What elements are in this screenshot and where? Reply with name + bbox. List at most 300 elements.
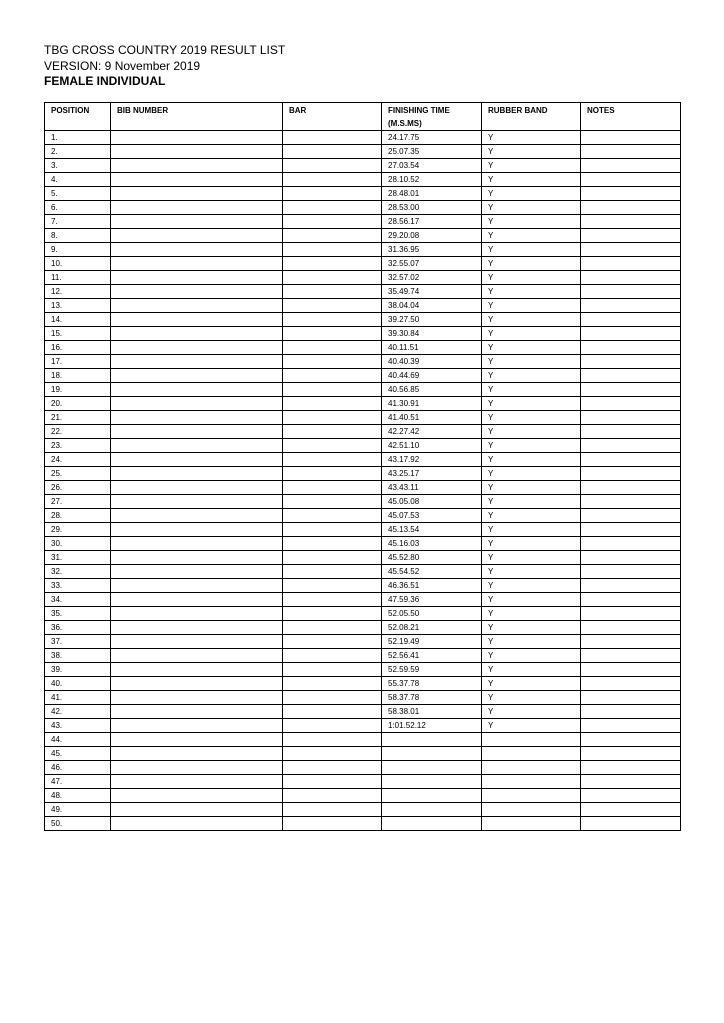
- finishing-time-cell: 45.13.54: [382, 523, 482, 537]
- finishing-time-cell: 27.03.54: [382, 159, 482, 173]
- bib-number-cell: [111, 383, 283, 397]
- position-cell: 35.: [45, 607, 111, 621]
- notes-cell: [581, 173, 681, 187]
- rubber-band-cell: Y: [482, 663, 581, 677]
- rubber-band-cell: Y: [482, 369, 581, 383]
- table-row: [45, 187, 681, 201]
- bar-cell: [283, 747, 382, 761]
- finishing-time-cell: 45.05.08: [382, 495, 482, 509]
- column-header-finishing-time: FINISHING TIME (M.S.MS): [382, 103, 482, 131]
- notes-cell: [581, 649, 681, 663]
- position-cell: 21.: [45, 411, 111, 425]
- notes-cell: [581, 299, 681, 313]
- bib-number-cell: [111, 439, 283, 453]
- notes-cell: [581, 803, 681, 817]
- column-header-rubber-band: RUBBER BAND: [482, 103, 581, 131]
- category-heading: FEMALE INDIVIDUAL: [44, 74, 166, 88]
- notes-cell: [581, 145, 681, 159]
- notes-cell: [581, 341, 681, 355]
- bar-cell: [283, 635, 382, 649]
- rubber-band-cell: [482, 733, 581, 747]
- bib-number-cell: [111, 775, 283, 789]
- bib-number-cell: [111, 495, 283, 509]
- position-cell: 49.: [45, 803, 111, 817]
- notes-cell: [581, 495, 681, 509]
- bar-cell: [283, 663, 382, 677]
- finishing-time-cell: 58.38.01: [382, 705, 482, 719]
- finishing-time-cell: 32.55.07: [382, 257, 482, 271]
- notes-cell: [581, 481, 681, 495]
- table-row: [45, 817, 681, 831]
- bib-number-cell: [111, 467, 283, 481]
- table-row: [45, 663, 681, 677]
- position-cell: 14.: [45, 313, 111, 327]
- table-row: [45, 243, 681, 257]
- position-cell: 34.: [45, 593, 111, 607]
- table-row: [45, 495, 681, 509]
- notes-cell: [581, 131, 681, 145]
- position-cell: 28.: [45, 509, 111, 523]
- rubber-band-cell: Y: [482, 621, 581, 635]
- bib-number-cell: [111, 789, 283, 803]
- position-cell: 42.: [45, 705, 111, 719]
- column-header-notes: NOTES: [581, 103, 681, 131]
- rubber-band-cell: Y: [482, 187, 581, 201]
- bar-cell: [283, 257, 382, 271]
- notes-cell: [581, 621, 681, 635]
- finishing-time-cell: 28.56.17: [382, 215, 482, 229]
- bib-number-cell: [111, 271, 283, 285]
- bib-number-cell: [111, 229, 283, 243]
- finishing-time-cell: 1:01.52.12: [382, 719, 482, 733]
- table-row: [45, 131, 681, 145]
- table-row: [45, 145, 681, 159]
- table-row: [45, 789, 681, 803]
- notes-cell: [581, 593, 681, 607]
- position-cell: 46.: [45, 761, 111, 775]
- position-cell: 45.: [45, 747, 111, 761]
- rubber-band-cell: Y: [482, 691, 581, 705]
- position-cell: 30.: [45, 537, 111, 551]
- bib-number-cell: [111, 551, 283, 565]
- notes-cell: [581, 369, 681, 383]
- finishing-time-cell: 41.30.91: [382, 397, 482, 411]
- notes-cell: [581, 677, 681, 691]
- table-row: [45, 509, 681, 523]
- bar-cell: [283, 523, 382, 537]
- finishing-time-cell: 25.07.35: [382, 145, 482, 159]
- position-cell: 4.: [45, 173, 111, 187]
- bib-number-cell: [111, 607, 283, 621]
- position-cell: 1.: [45, 131, 111, 145]
- finishing-time-cell: 52.05.50: [382, 607, 482, 621]
- finishing-time-cell: 38.04.04: [382, 299, 482, 313]
- table-row: [45, 383, 681, 397]
- position-cell: 9.: [45, 243, 111, 257]
- finishing-time-cell: [382, 761, 482, 775]
- bar-cell: [283, 369, 382, 383]
- table-row: [45, 677, 681, 691]
- position-cell: 10.: [45, 257, 111, 271]
- position-cell: 29.: [45, 523, 111, 537]
- position-cell: 40.: [45, 677, 111, 691]
- table-row: [45, 369, 681, 383]
- bar-cell: [283, 411, 382, 425]
- rubber-band-cell: Y: [482, 201, 581, 215]
- rubber-band-cell: Y: [482, 411, 581, 425]
- rubber-band-cell: Y: [482, 677, 581, 691]
- notes-cell: [581, 355, 681, 369]
- bar-cell: [283, 341, 382, 355]
- bar-cell: [283, 383, 382, 397]
- finishing-time-cell: 46.36.51: [382, 579, 482, 593]
- table-row: [45, 271, 681, 285]
- bib-number-cell: [111, 537, 283, 551]
- position-cell: 41.: [45, 691, 111, 705]
- position-cell: 36.: [45, 621, 111, 635]
- rubber-band-cell: Y: [482, 453, 581, 467]
- bar-cell: [283, 579, 382, 593]
- notes-cell: [581, 159, 681, 173]
- finishing-time-cell: 42.27.42: [382, 425, 482, 439]
- bar-cell: [283, 719, 382, 733]
- rubber-band-cell: Y: [482, 495, 581, 509]
- rubber-band-cell: Y: [482, 481, 581, 495]
- finishing-time-cell: 52.56.41: [382, 649, 482, 663]
- position-cell: 2.: [45, 145, 111, 159]
- notes-cell: [581, 243, 681, 257]
- bar-cell: [283, 649, 382, 663]
- notes-cell: [581, 691, 681, 705]
- table-row: [45, 607, 681, 621]
- rubber-band-cell: Y: [482, 215, 581, 229]
- position-cell: 17.: [45, 355, 111, 369]
- table-row: [45, 565, 681, 579]
- bar-cell: [283, 495, 382, 509]
- rubber-band-cell: Y: [482, 579, 581, 593]
- notes-cell: [581, 663, 681, 677]
- position-cell: 26.: [45, 481, 111, 495]
- rubber-band-cell: [482, 803, 581, 817]
- finishing-time-cell: 24.17.75: [382, 131, 482, 145]
- bib-number-cell: [111, 635, 283, 649]
- bib-number-cell: [111, 341, 283, 355]
- finishing-time-cell: 43.17.92: [382, 453, 482, 467]
- notes-cell: [581, 397, 681, 411]
- position-cell: 11.: [45, 271, 111, 285]
- bar-cell: [283, 565, 382, 579]
- bib-number-cell: [111, 817, 283, 831]
- table-row: [45, 481, 681, 495]
- bar-cell: [283, 593, 382, 607]
- table-row: [45, 425, 681, 439]
- position-cell: 3.: [45, 159, 111, 173]
- bar-cell: [283, 551, 382, 565]
- bib-number-cell: [111, 677, 283, 691]
- document-title: TBG CROSS COUNTRY 2019 RESULT LIST: [44, 43, 286, 57]
- rubber-band-cell: Y: [482, 705, 581, 719]
- bib-number-cell: [111, 719, 283, 733]
- finishing-time-cell: 39.30.84: [382, 327, 482, 341]
- bib-number-cell: [111, 747, 283, 761]
- position-cell: 5.: [45, 187, 111, 201]
- bar-cell: [283, 159, 382, 173]
- rubber-band-cell: Y: [482, 537, 581, 551]
- bib-number-cell: [111, 159, 283, 173]
- finishing-time-cell: [382, 747, 482, 761]
- column-header-position: POSITION: [45, 103, 111, 131]
- bib-number-cell: [111, 621, 283, 635]
- table-row: [45, 733, 681, 747]
- position-cell: 39.: [45, 663, 111, 677]
- notes-cell: [581, 551, 681, 565]
- table-row: [45, 761, 681, 775]
- notes-cell: [581, 761, 681, 775]
- table-row: [45, 159, 681, 173]
- position-cell: 18.: [45, 369, 111, 383]
- table-row: [45, 341, 681, 355]
- bar-cell: [283, 817, 382, 831]
- notes-cell: [581, 579, 681, 593]
- position-cell: 7.: [45, 215, 111, 229]
- position-cell: 44.: [45, 733, 111, 747]
- notes-cell: [581, 313, 681, 327]
- bar-cell: [283, 775, 382, 789]
- bar-cell: [283, 229, 382, 243]
- bar-cell: [283, 691, 382, 705]
- finishing-time-cell: 47.59.36: [382, 593, 482, 607]
- finishing-time-cell: 28.53.00: [382, 201, 482, 215]
- notes-cell: [581, 733, 681, 747]
- bib-number-cell: [111, 411, 283, 425]
- table-row: [45, 173, 681, 187]
- bar-cell: [283, 481, 382, 495]
- bar-cell: [283, 173, 382, 187]
- notes-cell: [581, 453, 681, 467]
- bar-cell: [283, 187, 382, 201]
- finishing-time-cell: 45.54.52: [382, 565, 482, 579]
- bar-cell: [283, 131, 382, 145]
- table-row: [45, 215, 681, 229]
- bib-number-cell: [111, 397, 283, 411]
- bar-cell: [283, 509, 382, 523]
- rubber-band-cell: [482, 775, 581, 789]
- rubber-band-cell: Y: [482, 635, 581, 649]
- notes-cell: [581, 411, 681, 425]
- rubber-band-cell: Y: [482, 719, 581, 733]
- rubber-band-cell: Y: [482, 439, 581, 453]
- finishing-time-cell: 40.44.69: [382, 369, 482, 383]
- bar-cell: [283, 145, 382, 159]
- notes-cell: [581, 817, 681, 831]
- position-cell: 50.: [45, 817, 111, 831]
- notes-cell: [581, 271, 681, 285]
- notes-cell: [581, 467, 681, 481]
- rubber-band-cell: [482, 789, 581, 803]
- position-cell: 38.: [45, 649, 111, 663]
- table-row: [45, 775, 681, 789]
- rubber-band-cell: Y: [482, 313, 581, 327]
- bib-number-cell: [111, 173, 283, 187]
- bib-number-cell: [111, 327, 283, 341]
- bib-number-cell: [111, 803, 283, 817]
- bar-cell: [283, 803, 382, 817]
- notes-cell: [581, 425, 681, 439]
- notes-cell: [581, 327, 681, 341]
- finishing-time-cell: 40.11.51: [382, 341, 482, 355]
- bar-cell: [283, 621, 382, 635]
- position-cell: 47.: [45, 775, 111, 789]
- finishing-time-cell: 58.37.78: [382, 691, 482, 705]
- bar-cell: [283, 201, 382, 215]
- results-table: [44, 102, 681, 831]
- bib-number-cell: [111, 313, 283, 327]
- bib-number-cell: [111, 425, 283, 439]
- table-row: [45, 621, 681, 635]
- bib-number-cell: [111, 243, 283, 257]
- rubber-band-cell: Y: [482, 173, 581, 187]
- finishing-time-cell: 31.36.95: [382, 243, 482, 257]
- notes-cell: [581, 537, 681, 551]
- rubber-band-cell: Y: [482, 551, 581, 565]
- bib-number-cell: [111, 215, 283, 229]
- table-row: [45, 285, 681, 299]
- bib-number-cell: [111, 733, 283, 747]
- bib-number-cell: [111, 453, 283, 467]
- bar-cell: [283, 537, 382, 551]
- table-row: [45, 593, 681, 607]
- notes-cell: [581, 201, 681, 215]
- position-cell: 20.: [45, 397, 111, 411]
- finishing-time-cell: 28.10.52: [382, 173, 482, 187]
- notes-cell: [581, 607, 681, 621]
- column-header-bib-number: BIB NUMBER: [111, 103, 283, 131]
- notes-cell: [581, 439, 681, 453]
- table-row: [45, 579, 681, 593]
- bib-number-cell: [111, 285, 283, 299]
- rubber-band-cell: Y: [482, 145, 581, 159]
- rubber-band-cell: Y: [482, 271, 581, 285]
- finishing-time-cell: 40.56.85: [382, 383, 482, 397]
- bib-number-cell: [111, 355, 283, 369]
- bar-cell: [283, 761, 382, 775]
- finishing-time-cell: [382, 733, 482, 747]
- notes-cell: [581, 383, 681, 397]
- rubber-band-cell: Y: [482, 355, 581, 369]
- bar-cell: [283, 705, 382, 719]
- table-row: [45, 439, 681, 453]
- rubber-band-cell: Y: [482, 425, 581, 439]
- bar-cell: [283, 313, 382, 327]
- notes-cell: [581, 719, 681, 733]
- table-row: [45, 411, 681, 425]
- column-header-bar: BAR: [283, 103, 382, 131]
- document-version: VERSION: 9 November 2019: [44, 58, 201, 73]
- bib-number-cell: [111, 761, 283, 775]
- position-cell: 19.: [45, 383, 111, 397]
- finishing-time-cell: 45.16.03: [382, 537, 482, 551]
- bar-cell: [283, 243, 382, 257]
- bar-cell: [283, 439, 382, 453]
- rubber-band-cell: Y: [482, 243, 581, 257]
- bib-number-cell: [111, 663, 283, 677]
- table-row: [45, 649, 681, 663]
- rubber-band-cell: Y: [482, 299, 581, 313]
- finishing-time-cell: 32.57.02: [382, 271, 482, 285]
- notes-cell: [581, 229, 681, 243]
- rubber-band-cell: Y: [482, 159, 581, 173]
- rubber-band-cell: Y: [482, 327, 581, 341]
- bib-number-cell: [111, 257, 283, 271]
- notes-cell: [581, 509, 681, 523]
- finishing-time-cell: [382, 803, 482, 817]
- bib-number-cell: [111, 201, 283, 215]
- rubber-band-cell: Y: [482, 593, 581, 607]
- bib-number-cell: [111, 187, 283, 201]
- finishing-time-cell: 43.25.17: [382, 467, 482, 481]
- finishing-time-cell: 35.49.74: [382, 285, 482, 299]
- rubber-band-cell: Y: [482, 341, 581, 355]
- position-cell: 12.: [45, 285, 111, 299]
- finishing-time-cell: 28.48.01: [382, 187, 482, 201]
- bar-cell: [283, 397, 382, 411]
- bib-number-cell: [111, 145, 283, 159]
- table-row: [45, 467, 681, 481]
- table-row: [45, 719, 681, 733]
- notes-cell: [581, 789, 681, 803]
- finishing-time-cell: 52.59.59: [382, 663, 482, 677]
- bib-number-cell: [111, 369, 283, 383]
- notes-cell: [581, 257, 681, 271]
- bib-number-cell: [111, 481, 283, 495]
- table-row: [45, 691, 681, 705]
- bar-cell: [283, 607, 382, 621]
- bar-cell: [283, 467, 382, 481]
- rubber-band-cell: Y: [482, 229, 581, 243]
- bib-number-cell: [111, 705, 283, 719]
- table-row: [45, 635, 681, 649]
- notes-cell: [581, 523, 681, 537]
- table-row: [45, 551, 681, 565]
- bar-cell: [283, 299, 382, 313]
- table-row: [45, 201, 681, 215]
- bar-cell: [283, 425, 382, 439]
- table-row: [45, 299, 681, 313]
- bib-number-cell: [111, 131, 283, 145]
- table-row: [45, 803, 681, 817]
- bar-cell: [283, 215, 382, 229]
- finishing-time-cell: 52.19.49: [382, 635, 482, 649]
- table-row: [45, 327, 681, 341]
- bib-number-cell: [111, 691, 283, 705]
- rubber-band-cell: Y: [482, 607, 581, 621]
- bib-number-cell: [111, 593, 283, 607]
- rubber-band-cell: Y: [482, 565, 581, 579]
- position-cell: 27.: [45, 495, 111, 509]
- rubber-band-cell: [482, 761, 581, 775]
- bib-number-cell: [111, 649, 283, 663]
- table-row: [45, 453, 681, 467]
- notes-cell: [581, 215, 681, 229]
- table-row: [45, 355, 681, 369]
- position-cell: 31.: [45, 551, 111, 565]
- finishing-time-cell: 40.40.39: [382, 355, 482, 369]
- position-cell: 37.: [45, 635, 111, 649]
- finishing-time-cell: 41.40.51: [382, 411, 482, 425]
- position-cell: 15.: [45, 327, 111, 341]
- table-row: [45, 705, 681, 719]
- bar-cell: [283, 733, 382, 747]
